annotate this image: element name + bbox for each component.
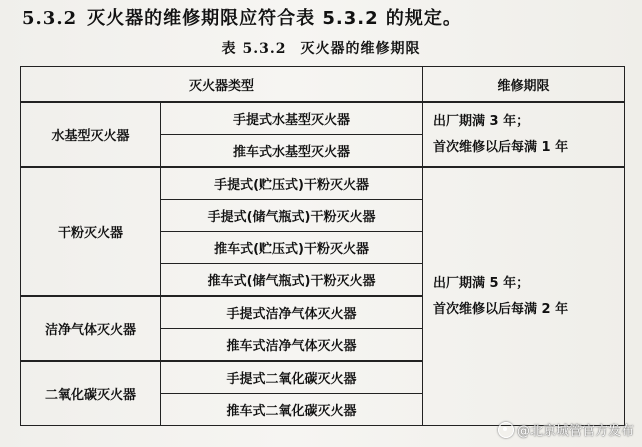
extinguisher-type-cell: 手提式水基型灭火器 [161, 102, 423, 135]
table-row [21, 102, 625, 135]
group-name: 干粉灭火器 [21, 167, 161, 296]
period-cell [423, 167, 625, 426]
period-line: 出厂期满 5 年； [433, 275, 530, 291]
extinguisher-type-cell: 推车式二氧化碳灭火器 [161, 394, 423, 426]
weibo-icon [498, 422, 514, 438]
period-line: 出厂期满 3 年； [433, 113, 530, 129]
group-name: 水基型灭火器 [21, 102, 161, 167]
period-line: 首次维修以后每满 1 年 [433, 139, 569, 155]
table-row [21, 167, 625, 200]
extinguisher-type-cell: 手提式二氧化碳灭火器 [161, 361, 423, 394]
caption-number: 5.3.2 [242, 41, 287, 57]
header-extinguisher-type: 灭火器类型 [21, 67, 423, 103]
extinguisher-type-cell: 推车式(贮压式)干粉灭火器 [161, 232, 423, 264]
watermark [498, 420, 634, 439]
caption-title: 灭火器的维修期限 [300, 41, 421, 57]
section-text: 灭火器的维修期限应符合表 5.3.2 的规定。 [87, 8, 462, 29]
header-maintenance-period: 维修期限 [423, 67, 625, 103]
watermark-text: @北京城管官方发布 [516, 424, 634, 439]
extinguisher-type-cell: 手提式洁净气体灭火器 [161, 296, 423, 329]
extinguisher-type-cell: 推车式(储气瓶式)干粉灭火器 [161, 264, 423, 297]
section-number: 5.3.2 [22, 8, 78, 29]
table-header-row [21, 67, 625, 103]
extinguisher-type-cell: 手提式(贮压式)干粉灭火器 [161, 167, 423, 200]
section-heading [22, 4, 462, 30]
period-line: 首次维修以后每满 2 年 [433, 301, 569, 317]
group-name: 洁净气体灭火器 [21, 296, 161, 361]
extinguisher-type-cell: 手提式(储气瓶式)干粉灭火器 [161, 200, 423, 232]
caption-prefix: 表 [221, 41, 237, 57]
table-caption [0, 38, 642, 58]
group-name: 二氧化碳灭火器 [21, 361, 161, 426]
extinguisher-type-cell: 推车式洁净气体灭火器 [161, 329, 423, 362]
period-cell [423, 102, 625, 167]
maintenance-period-table [20, 66, 625, 426]
extinguisher-type-cell: 推车式水基型灭火器 [161, 135, 423, 168]
